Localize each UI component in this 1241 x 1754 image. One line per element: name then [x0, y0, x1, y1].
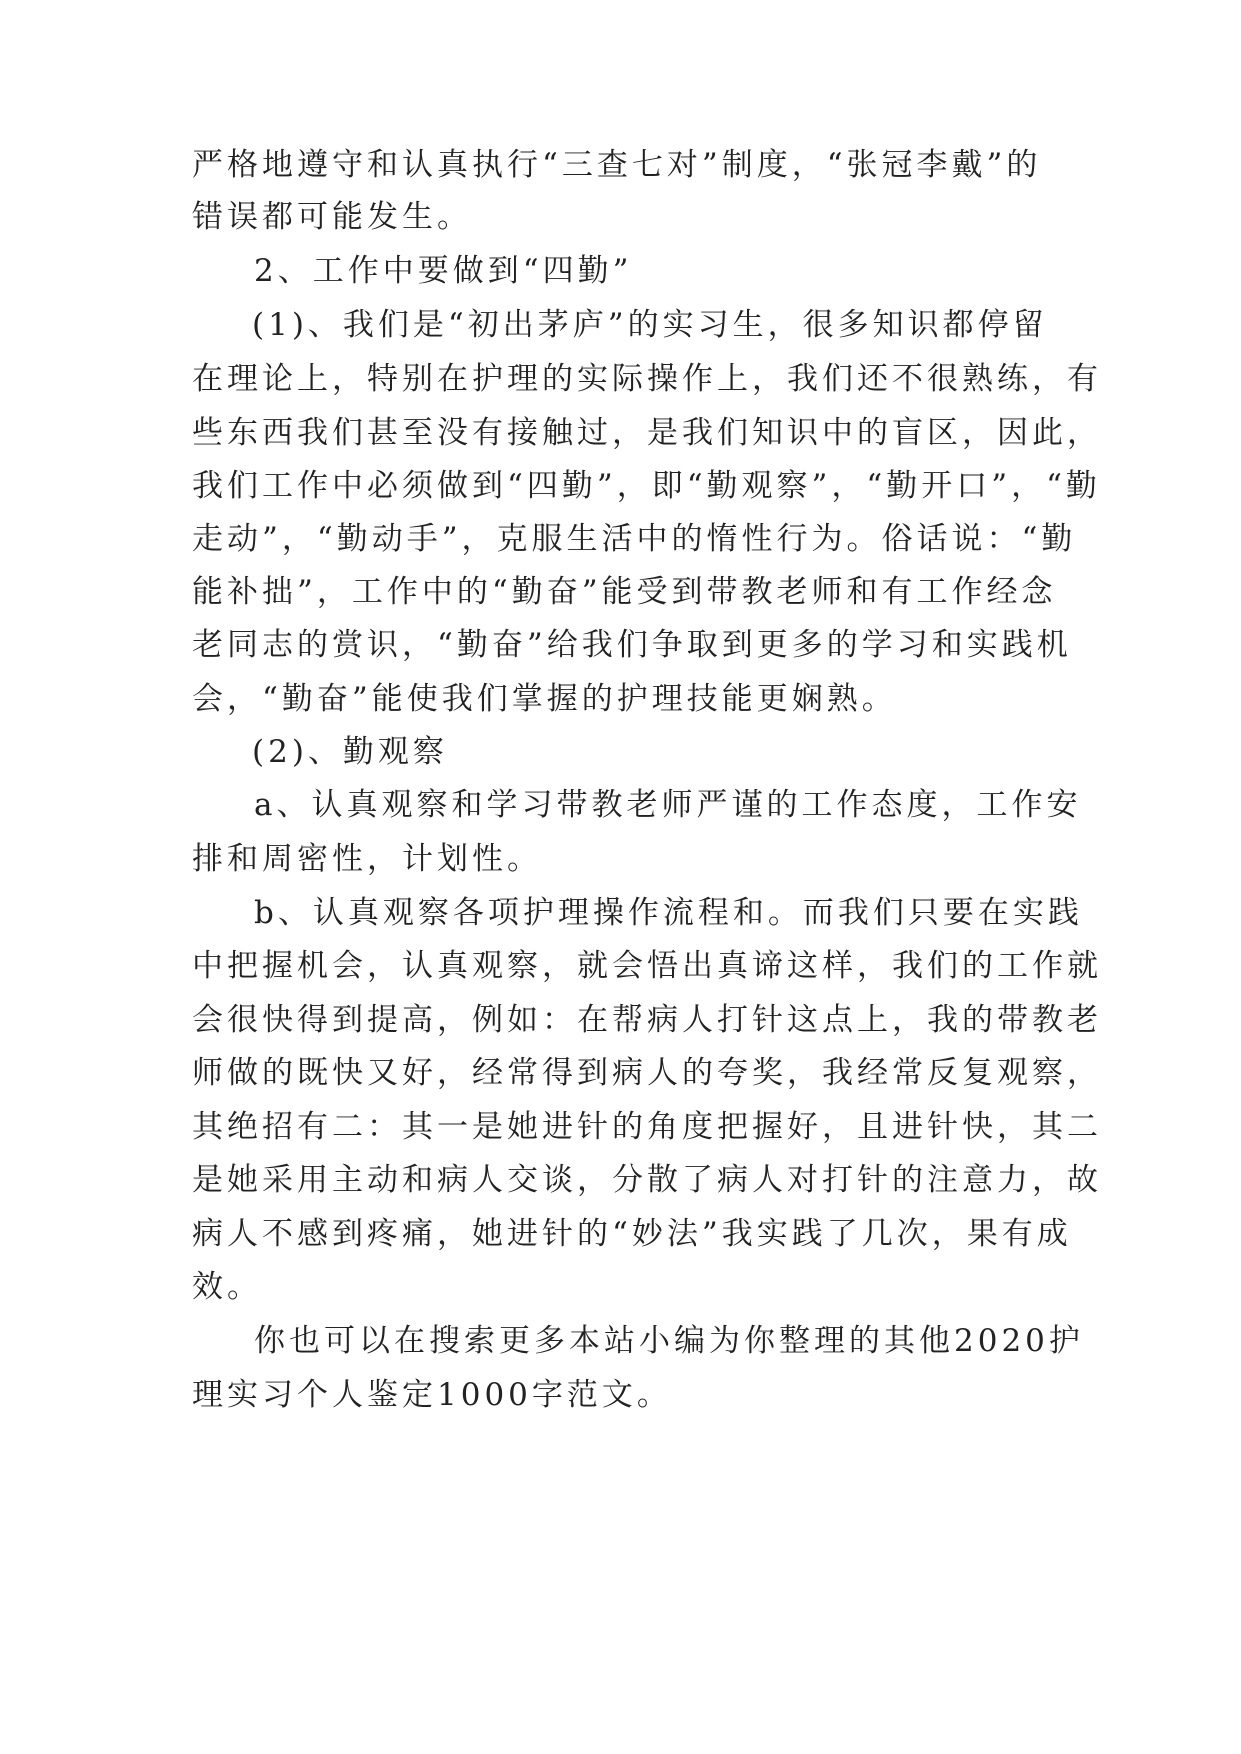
text-line: 你也可以在搜索更多本站小编为你整理的其他2020护 — [254, 1323, 1084, 1359]
text-line: b、认真观察各项护理操作流程和。而我们只要在实践 — [254, 895, 1083, 931]
text-line: 是她采用主动和病人交谈，分散了病人对打针的注意力，故 — [192, 1162, 1102, 1198]
text-line: 病人不感到疼痛，她进针的“妙法”我实践了几次，果有成 — [192, 1216, 1072, 1252]
text-line: 中把握机会，认真观察，就会悟出真谛这样，我们的工作就 — [192, 948, 1102, 984]
text-line: 错误都可能发生。 — [192, 199, 472, 235]
text-line: 老同志的赏识，“勤奋”给我们争取到更多的学习和实践机 — [192, 627, 1072, 663]
text-line: 会，“勤奋”能使我们掌握的护理技能更娴熟。 — [192, 681, 897, 717]
text-line: 严格地遵守和认真执行“三查七对”制度，“张冠李戴”的 — [192, 147, 1042, 183]
text-line: (1)、我们是“初出茅庐”的实习生，很多知识都停留 — [252, 307, 1048, 343]
text-line: 效。 — [192, 1269, 262, 1305]
text-line: 我们工作中必须做到“四勤”，即“勤观察”，“勤开口”，“勤 — [192, 468, 1101, 504]
section-heading: (2)、勤观察 — [252, 734, 448, 770]
text-line: 理实习个人鉴定1000字范文。 — [192, 1377, 672, 1413]
text-line: 走动”，“勤动手”，克服生活中的惰性行为。俗话说：“勤 — [192, 521, 1077, 557]
text-line: 其绝招有二：其一是她进针的角度把握好，且进针快，其二 — [192, 1109, 1102, 1145]
text-line: 些东西我们甚至没有接触过，是我们知识中的盲区，因此， — [192, 415, 1102, 451]
text-line: a、认真观察和学习带教老师严谨的工作态度，工作安 — [254, 787, 1082, 823]
text-line: 能补拙”，工作中的“勤奋”能受到带教老师和有工作经念 — [192, 574, 1057, 610]
text-line: 排和周密性，计划性。 — [192, 841, 542, 877]
section-heading: 2、工作中要做到“四勤” — [254, 253, 633, 289]
text-line: 会很快得到提高，例如：在帮病人打针这点上，我的带教老 — [192, 1002, 1102, 1038]
text-line: 师做的既快又好，经常得到病人的夸奖，我经常反复观察， — [192, 1055, 1102, 1091]
text-line: 在理论上，特别在护理的实际操作上，我们还不很熟练，有 — [192, 361, 1102, 397]
